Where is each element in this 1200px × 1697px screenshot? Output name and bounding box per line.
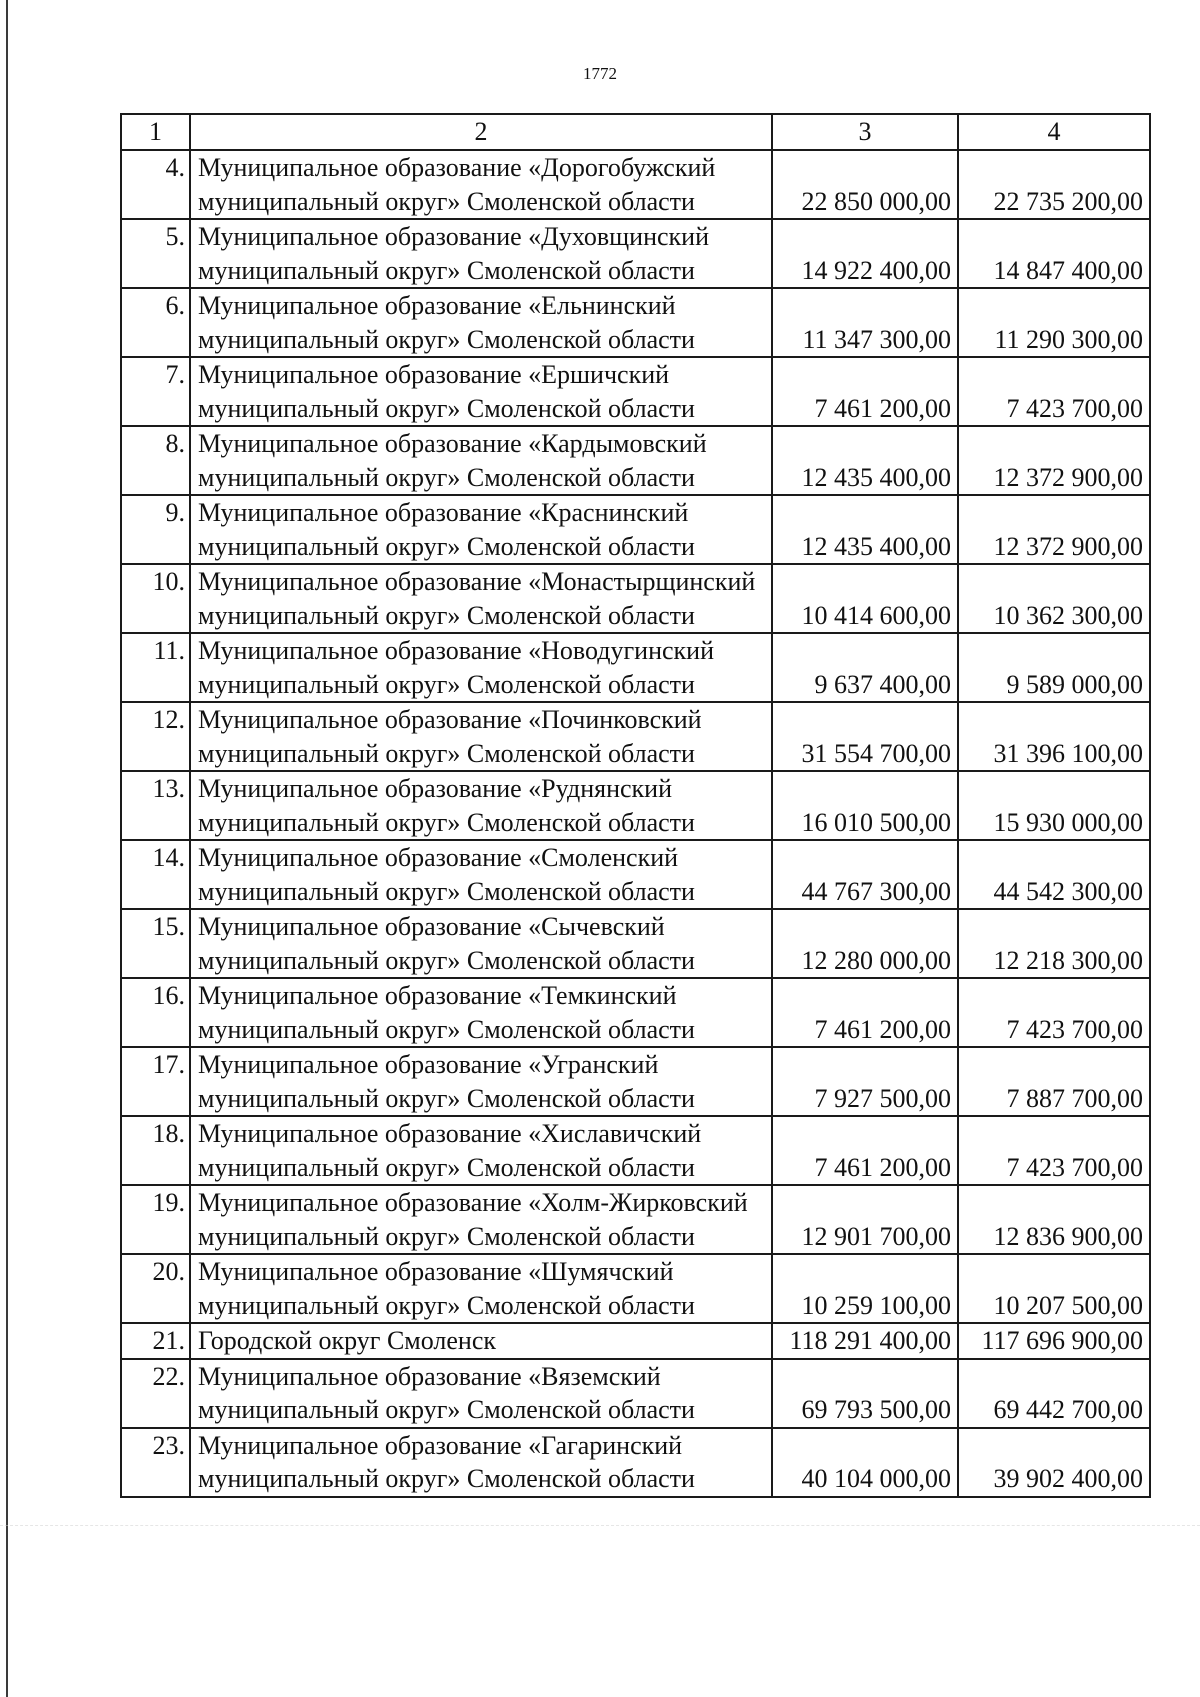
table-row: [121, 840, 1150, 909]
header-row: [121, 114, 1150, 150]
row-value-col3: 12 901 700,00: [772, 1185, 958, 1254]
row-value-col3: 12 435 400,00: [772, 495, 958, 564]
row-number: 19.: [121, 1185, 190, 1254]
table-row: [121, 357, 1150, 426]
table-row: [121, 288, 1150, 357]
row-value-col3: 9 637 400,00: [772, 633, 958, 702]
row-value-col4: 14 847 400,00: [958, 219, 1150, 288]
row-value-col3: 7 461 200,00: [772, 1116, 958, 1185]
table-row: [121, 1359, 1150, 1428]
row-value-col4: 22 735 200,00: [958, 150, 1150, 219]
row-number: 11.: [121, 633, 190, 702]
table-row: [121, 219, 1150, 288]
table-row: [121, 1047, 1150, 1116]
header-col-2: 2: [190, 114, 772, 150]
row-value-col4: 15 930 000,00: [958, 771, 1150, 840]
row-number: 9.: [121, 495, 190, 564]
row-value-col4: 12 372 900,00: [958, 426, 1150, 495]
table-row: [121, 1185, 1150, 1254]
table-row: [121, 1323, 1150, 1359]
table-row: [121, 633, 1150, 702]
header-col-1: 1: [121, 114, 190, 150]
table-row: [121, 978, 1150, 1047]
row-name: Муниципальное образование «Ершичский муниципальный округ» Смоленской области: [190, 357, 772, 426]
row-value-col3: 14 922 400,00: [772, 219, 958, 288]
row-number: 5.: [121, 219, 190, 288]
row-name: Муниципальное образование «Вяземский муниципальный округ» Смоленской области: [190, 1359, 772, 1428]
row-name: Муниципальное образование «Руднянский муниципальный округ» Смоленской области: [190, 771, 772, 840]
row-value-col4: 7 423 700,00: [958, 357, 1150, 426]
row-name: Муниципальное образование «Дорогобужский муниципальный округ» Смоленской области: [190, 150, 772, 219]
table-row: [121, 1116, 1150, 1185]
table-row: [121, 150, 1150, 219]
row-value-col4: 31 396 100,00: [958, 702, 1150, 771]
row-name: Муниципальное образование «Шумячский муниципальный округ» Смоленской области: [190, 1254, 772, 1323]
row-number: 13.: [121, 771, 190, 840]
row-value-col4: 7 423 700,00: [958, 1116, 1150, 1185]
row-value-col3: 12 435 400,00: [772, 426, 958, 495]
table-row: [121, 1254, 1150, 1323]
row-number: 22.: [121, 1359, 190, 1428]
table-row: [121, 1428, 1150, 1497]
table-body: [121, 114, 1150, 1497]
row-number: 20.: [121, 1254, 190, 1323]
row-value-col3: 40 104 000,00: [772, 1428, 958, 1497]
row-name: Муниципальное образование «Починковский муниципальный округ» Смоленской области: [190, 702, 772, 771]
row-number: 6.: [121, 288, 190, 357]
row-value-col4: 7 887 700,00: [958, 1047, 1150, 1116]
row-value-col3: 22 850 000,00: [772, 150, 958, 219]
row-value-col4: 10 362 300,00: [958, 564, 1150, 633]
table-row: [121, 426, 1150, 495]
row-value-col4: 12 218 300,00: [958, 909, 1150, 978]
row-number: 17.: [121, 1047, 190, 1116]
scan-noise: [0, 1525, 1200, 1566]
row-name: Муниципальное образование «Краснинский муниципальный округ» Смоленской области: [190, 495, 772, 564]
row-number: 23.: [121, 1428, 190, 1497]
header-col-3: 3: [772, 114, 958, 150]
row-value-col4: 117 696 900,00: [958, 1323, 1150, 1359]
table-row: [121, 495, 1150, 564]
row-value-col4: 9 589 000,00: [958, 633, 1150, 702]
row-number: 18.: [121, 1116, 190, 1185]
header-col-4: 4: [958, 114, 1150, 150]
row-number: 21.: [121, 1323, 190, 1359]
row-value-col3: 118 291 400,00: [772, 1323, 958, 1359]
row-name: Муниципальное образование «Сычевский муниципальный округ» Смоленской области: [190, 909, 772, 978]
table-row: [121, 909, 1150, 978]
row-name: Муниципальное образование «Монастырщинский муниципальный округ» Смоленской области: [190, 564, 772, 633]
row-name: Муниципальное образование «Новодугинский муниципальный округ» Смоленской области: [190, 633, 772, 702]
row-value-col3: 7 461 200,00: [772, 978, 958, 1047]
row-value-col4: 12 836 900,00: [958, 1185, 1150, 1254]
row-value-col4: 44 542 300,00: [958, 840, 1150, 909]
row-number: 16.: [121, 978, 190, 1047]
row-name: Муниципальное образование «Ельнинский муниципальный округ» Смоленской области: [190, 288, 772, 357]
row-value-col3: 10 414 600,00: [772, 564, 958, 633]
row-name: Муниципальное образование «Кардымовский муниципальный округ» Смоленской области: [190, 426, 772, 495]
row-value-col4: 11 290 300,00: [958, 288, 1150, 357]
allocation-table: [120, 113, 1151, 1498]
row-value-col3: 12 280 000,00: [772, 909, 958, 978]
page-number: 1772: [583, 64, 617, 83]
row-name: Муниципальное образование «Гагаринский муниципальный округ» Смоленской области: [190, 1428, 772, 1497]
row-number: 12.: [121, 702, 190, 771]
row-name: Муниципальное образование «Угранский муниципальный округ» Смоленской области: [190, 1047, 772, 1116]
row-name: Муниципальное образование «Смоленский муниципальный округ» Смоленской области: [190, 840, 772, 909]
table-row: [121, 564, 1150, 633]
row-value-col3: 16 010 500,00: [772, 771, 958, 840]
table-row: [121, 771, 1150, 840]
row-value-col4: 12 372 900,00: [958, 495, 1150, 564]
row-value-col3: 7 927 500,00: [772, 1047, 958, 1116]
row-number: 4.: [121, 150, 190, 219]
row-number: 15.: [121, 909, 190, 978]
row-name: Муниципальное образование «Темкинский муниципальный округ» Смоленской области: [190, 978, 772, 1047]
row-number: 8.: [121, 426, 190, 495]
row-name: Муниципальное образование «Холм-Жирковский муниципальный округ» Смоленской области: [190, 1185, 772, 1254]
row-value-col3: 44 767 300,00: [772, 840, 958, 909]
row-value-col3: 11 347 300,00: [772, 288, 958, 357]
table-row: [121, 702, 1150, 771]
row-name: Муниципальное образование «Духовщинский муниципальный округ» Смоленской области: [190, 219, 772, 288]
row-value-col4: 10 207 500,00: [958, 1254, 1150, 1323]
scan-edge-line: [6, 0, 8, 1697]
row-value-col4: 39 902 400,00: [958, 1428, 1150, 1497]
row-value-col3: 7 461 200,00: [772, 357, 958, 426]
row-value-col3: 10 259 100,00: [772, 1254, 958, 1323]
row-name: Городской округ Смоленск: [190, 1323, 772, 1359]
row-number: 10.: [121, 564, 190, 633]
row-number: 7.: [121, 357, 190, 426]
row-value-col3: 69 793 500,00: [772, 1359, 958, 1428]
row-value-col4: 69 442 700,00: [958, 1359, 1150, 1428]
row-number: 14.: [121, 840, 190, 909]
row-name: Муниципальное образование «Хиславичский муниципальный округ» Смоленской области: [190, 1116, 772, 1185]
row-value-col3: 31 554 700,00: [772, 702, 958, 771]
row-value-col4: 7 423 700,00: [958, 978, 1150, 1047]
